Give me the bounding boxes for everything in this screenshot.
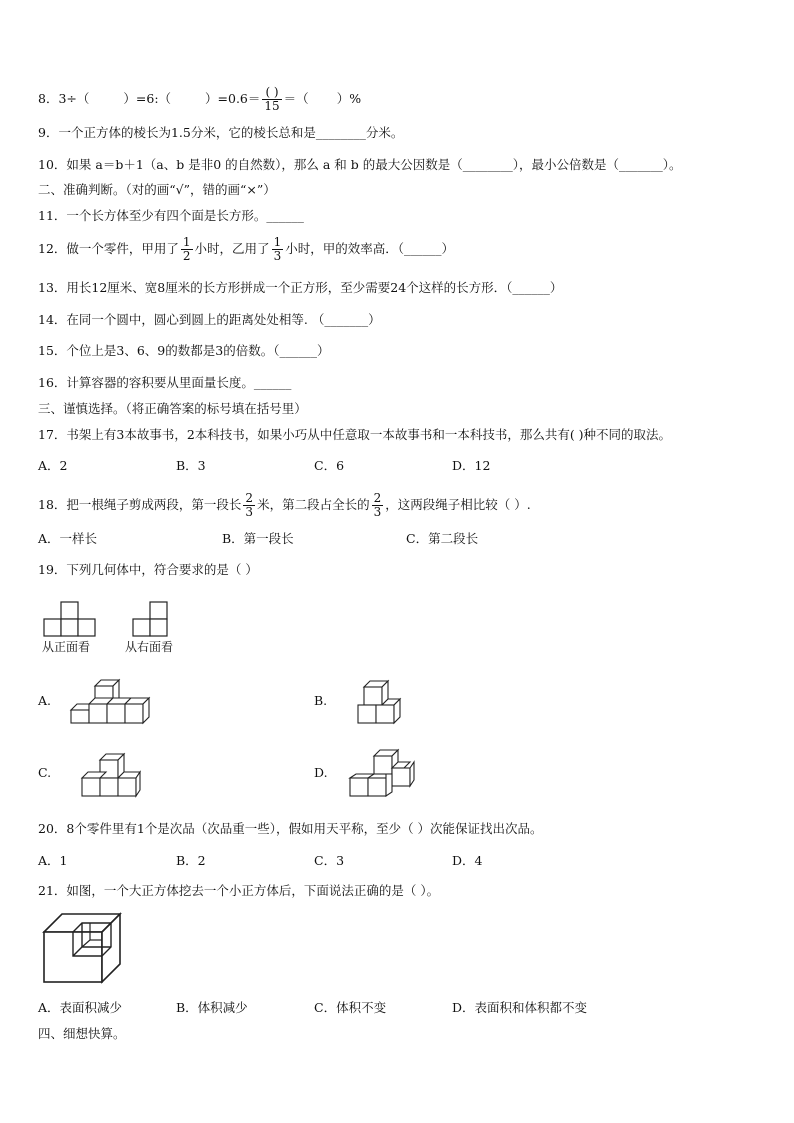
question-16: 16．计算容器的容积要从里面量长度。______ <box>38 375 292 390</box>
question-19: 19．下列几何体中，符合要求的是（ ） <box>38 562 258 577</box>
q19-option-d-label: D. <box>314 765 328 780</box>
q8-part-c: ）=0.6＝ <box>205 91 261 106</box>
q19-option-a-solid <box>68 678 156 724</box>
section-3-heading: 三、谨慎选择。（将正确答案的标号填在括号里） <box>38 401 307 416</box>
q18-f1-denominator: 3 <box>245 505 254 519</box>
q12-f2-denominator: 3 <box>273 249 282 263</box>
front-view-figure <box>44 601 96 637</box>
q12-part-c: 小时，甲的效率高．（______） <box>285 241 454 256</box>
q21-option-a: A．表面积减少 <box>38 1000 123 1015</box>
q12-f2-numerator: 1 <box>273 235 282 249</box>
question-18 <box>38 492 531 519</box>
question-15: 15．个位上是3、6、9的数都是3的倍数。（______） <box>38 343 330 358</box>
question-13: 13．用长12厘米、宽8厘米的长方形拼成一个正方形，至少需要24个这样的长方形．（______） <box>38 280 563 295</box>
question-8 <box>38 86 361 113</box>
q18-option-b: B．第一段长 <box>222 531 294 546</box>
question-20: 20．8个零件里有1个是次品（次品重一些），假如用天平称，至少（ ）次能保证找出次品。 <box>38 821 543 836</box>
question-9: 9．一个正方体的棱长为1.5分米，它的棱长总和是________分米。 <box>38 125 404 140</box>
q19-option-b-label: B. <box>314 693 328 708</box>
q18-part-a: 18．把一根绳子剪成两段，第一段长 <box>38 497 242 512</box>
q19-option-c-solid <box>80 752 142 798</box>
q8-part-a: 8．3÷（ <box>38 91 90 106</box>
question-11: 11．一个长方体至少有四个面是长方形。______ <box>38 208 304 223</box>
q8-part-d: ＝（ <box>283 91 309 106</box>
right-view-figure <box>133 601 169 637</box>
q17-option-a: A．2 <box>38 458 68 473</box>
question-21: 21．如图，一个大正方体挖去一个小正方体后，下面说法正确的是（ ）。 <box>38 883 440 898</box>
q19-option-c-label: C. <box>38 765 52 780</box>
q18-fraction-2 <box>372 492 384 519</box>
q12-part-a: 12．做一个零件，甲用了 <box>38 241 179 256</box>
q12-fraction-1 <box>181 236 193 263</box>
section-4-heading: 四、细想快算。 <box>38 1026 126 1041</box>
q17-option-c: C．6 <box>314 458 345 473</box>
q18-part-b: 米，第二段占全长的 <box>257 497 370 512</box>
q18-f2-numerator: 2 <box>373 491 382 505</box>
q21-option-c: C．体积不变 <box>314 1000 387 1015</box>
q21-option-b: B．体积减少 <box>176 1000 248 1015</box>
q19-option-d-solid <box>348 748 416 798</box>
question-12 <box>38 236 454 263</box>
q8-fraction-denominator: 15 <box>264 99 280 113</box>
q12-fraction-2 <box>272 236 284 263</box>
q8-fraction <box>262 86 281 113</box>
q12-part-b: 小时，乙用了 <box>194 241 270 256</box>
q20-option-c: C．3 <box>314 853 345 868</box>
hollowed-cube-figure <box>42 912 122 984</box>
q20-option-d: D．4 <box>452 853 483 868</box>
right-view-caption: 从右面看 <box>125 640 174 654</box>
section-2-heading: 二、准确判断。（对的画“√”，错的画“×”） <box>38 182 276 197</box>
q18-option-c: C．第二段长 <box>406 531 479 546</box>
q20-option-a: A．1 <box>38 853 68 868</box>
q18-option-a: A．一样长 <box>38 531 98 546</box>
q8-fraction-numerator: ( ) <box>262 86 281 100</box>
q17-option-d: D．12 <box>452 458 491 473</box>
q18-part-c: ，这两段绳子相比较（ ）. <box>385 497 531 512</box>
front-view-caption: 从正面看 <box>42 640 91 654</box>
question-14: 14．在同一个圆中，圆心到圆上的距离处处相等. （_______） <box>38 312 381 327</box>
q12-f1-numerator: 1 <box>182 235 191 249</box>
q18-f2-denominator: 3 <box>373 505 382 519</box>
question-17: 17．书架上有3本故事书，2本科技书，如果小巧从中任意取一本故事书和一本科技书，那么共有( )种不同的取法。 <box>38 427 672 442</box>
q20-option-b: B．2 <box>176 853 206 868</box>
q8-part-e: ）% <box>336 91 362 106</box>
q8-part-b: ）=6:（ <box>123 91 172 106</box>
q19-option-a-label: A. <box>38 693 52 708</box>
question-10: 10．如果 a＝b＋1（a、b 是非0 的自然数），那么 a 和 b 的最大公因数是（________），最小公倍数是（_______）。 <box>38 157 682 172</box>
q17-option-b: B．3 <box>176 458 206 473</box>
q18-fraction-1 <box>243 492 255 519</box>
q21-option-d: D．表面积和体积都不变 <box>452 1000 588 1015</box>
q18-f1-numerator: 2 <box>245 491 254 505</box>
q19-option-b-solid <box>356 679 402 725</box>
q12-f1-denominator: 2 <box>182 249 191 263</box>
